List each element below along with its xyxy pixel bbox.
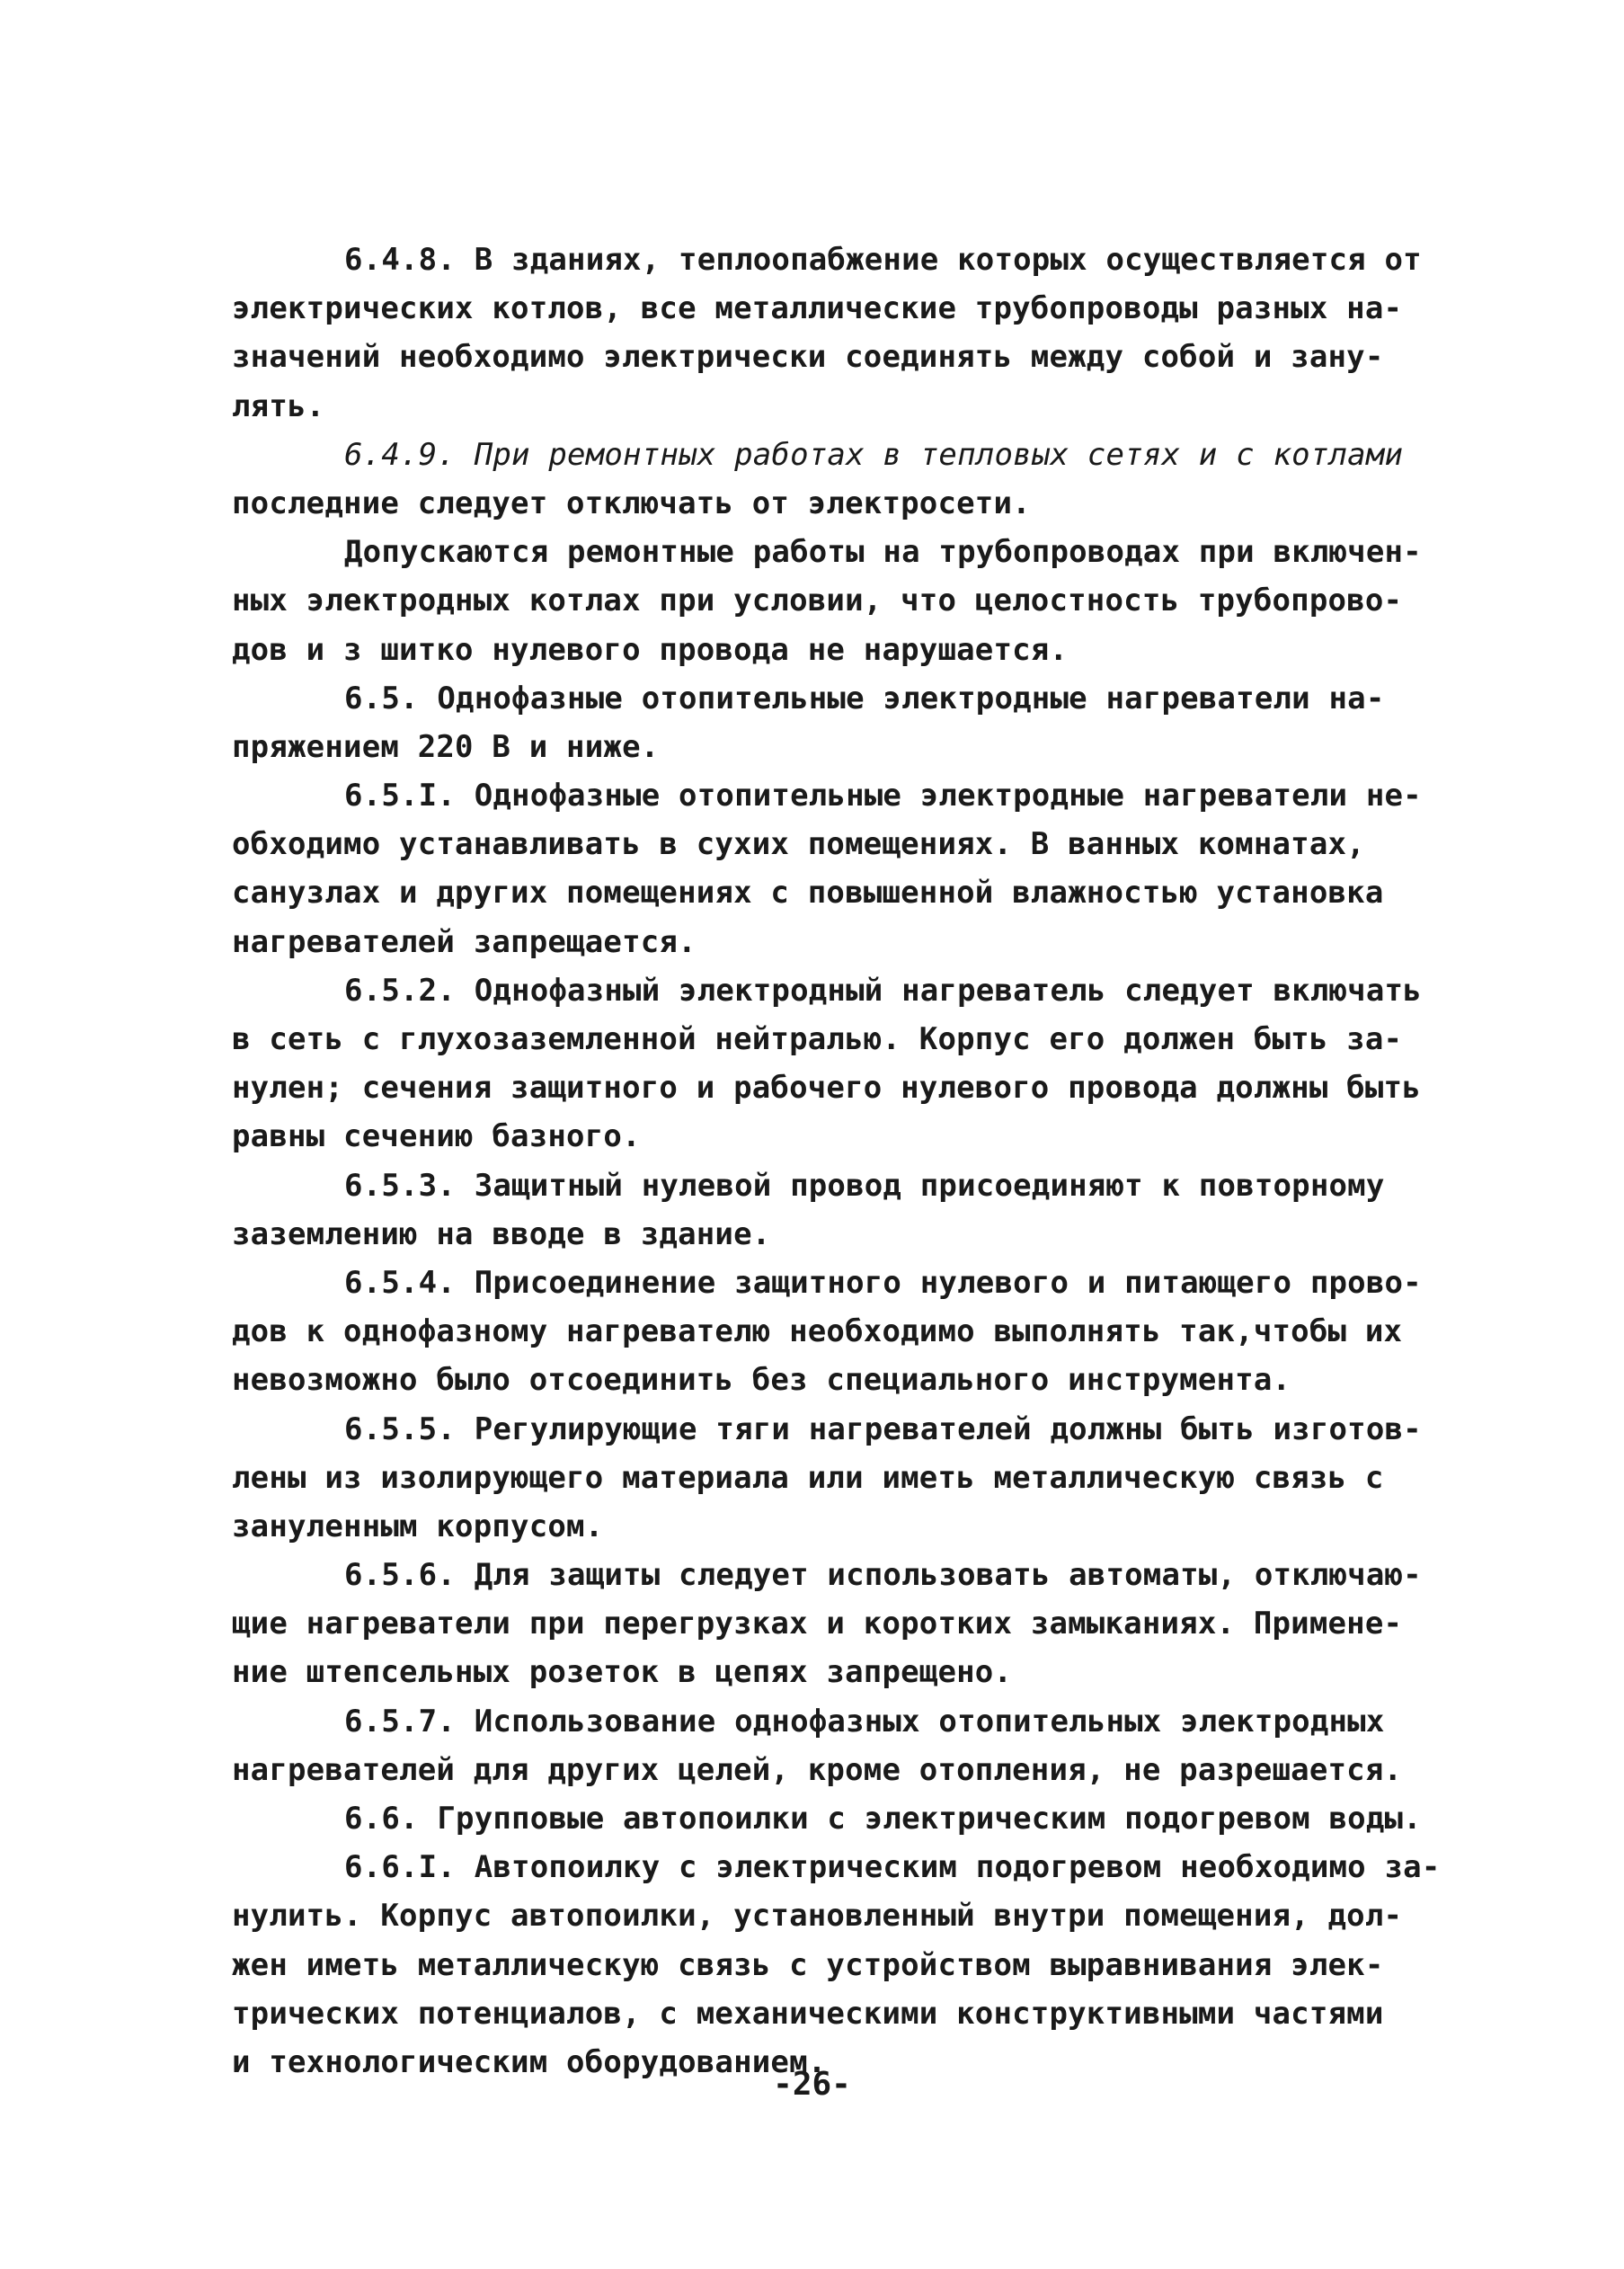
body-text [232,236,1481,2087]
text-line: 6.4.8. В зданиях, теплоопабжение которых осуществляется от [344,242,1422,278]
text-line: в сеть с глухозаземленной нейтралью. Корпус его должен быть за- [232,1021,1403,1057]
text-line: нагревателей запрещается. [232,923,697,960]
text-line: зануленным корпусом. [232,1508,604,1544]
text-line: нулить. Корпус автопоилки, установленный внутри помещения, дол- [232,1898,1403,1935]
text-line: жен иметь металлическую связь с устройством выравнивания элек- [232,1946,1384,1983]
text-line: 6.6.I. Автопоилку с электрическим подогревом необходимо за- [344,1849,1441,1886]
text-line: 6.4.9. При ремонтных работах в тепловых сетях и с котлами [344,436,1404,473]
text-line: и технологическим оборудованием. [232,2043,827,2080]
text-line: равны сечению базного. [232,1118,641,1155]
text-line: 6.5.4. Присоединение защитного нулевого и питающего прово- [344,1264,1422,1301]
text-line: Допускаются ремонтные работы на трубопроводах при включен- [344,534,1422,571]
text-line: трических потенциалов, с механическими конструктивными частями [232,1995,1384,2032]
text-line: 6.5.5. Регулирующие тяги нагревателей должны быть изготов- [344,1410,1422,1447]
text-line: обходимо устанавливать в сухих помещениях. В ванных комнатах, [232,826,1365,863]
text-line: последние следует отключать от электросети. [232,485,1031,521]
page-number: -26- [773,2066,851,2103]
text-line: лять. [232,387,325,424]
text-line: щие нагреватели при перегрузках и коротких замыканиях. Примене- [232,1606,1403,1642]
text-line: нулен; сечения защитного и рабочего нулевого провода должны быть [232,1070,1421,1107]
text-line: заземлению на вводе в здание. [232,1215,771,1252]
text-line: значений необходимо электрически соединять между собой и зану- [232,339,1384,376]
text-line: ных электродных котлах при условии, что целостность трубопрово- [232,583,1403,619]
text-line: лены из изолирующего материала или иметь металлическую связь с [232,1459,1384,1496]
text-line: электрических котлов, все металлические трубопроводы разных на- [232,290,1403,327]
text-line: 6.5.I. Однофазные отопительные электродные нагреватели не- [344,778,1422,814]
text-line: пряжением 220 В и ниже. [232,728,660,765]
text-line: 6.5.3. Защитный нулевой провод присоединяют к повторному [344,1167,1385,1204]
text-line: 6.5. Однофазные отопительные электродные нагреватели на- [344,680,1385,716]
text-line: нагревателей для других целей, кроме отопления, не разрешается. [232,1751,1403,1788]
text-line: 6.5.2. Однофазный электродный нагреватель следует включать [344,972,1422,1009]
text-line: 6.5.7. Использование однофазных отопительных электродных [344,1703,1385,1740]
text-line: дов и з шитко нулевого провода не нарушается. [232,631,1069,668]
text-line: 6.6. Групповые автопоилки с электрическим подогревом воды. [344,1801,1422,1837]
text-line: санузлах и других помещениях с повышенной влажностью установка [232,875,1384,912]
text-line: ние штепсельных розеток в цепях запрещено. [232,1654,1013,1691]
text-line: невозможно было отсоединить без специального инструмента. [232,1362,1291,1399]
text-line: дов к однофазному нагревателю необходимо выполнять так,чтобы их [232,1313,1403,1350]
text-line: 6.5.6. Для защиты следует использовать автоматы, отключаю- [344,1557,1422,1594]
